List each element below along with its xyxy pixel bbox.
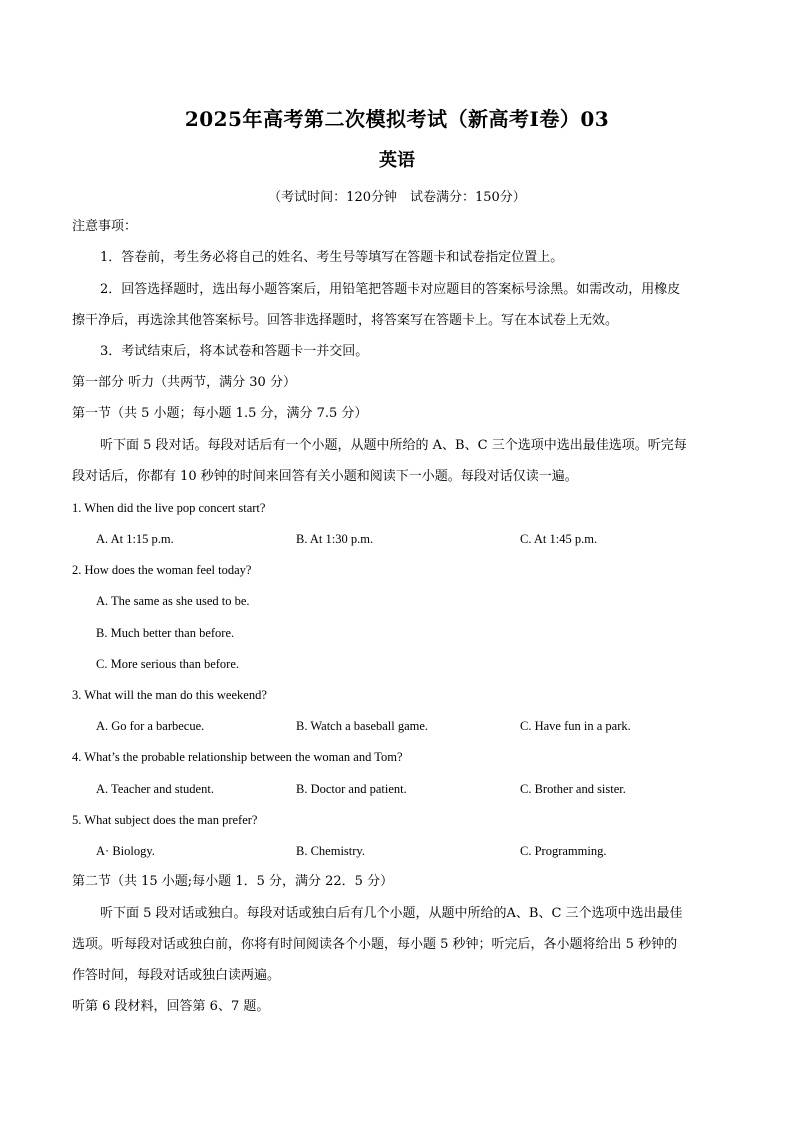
question-4-option-c: C. Brother and sister. [520, 782, 626, 796]
exam-title: 2025年高考第二次模拟考试（新高考I卷）03 [184, 107, 610, 131]
section1-heading: 第一节（共 5 小题；每小题 1.5 分，满分 7.5 分） [72, 406, 368, 421]
question-4-option-a: A. Teacher and student. [96, 782, 214, 796]
question-1-option-c: C. At 1:45 p.m. [520, 532, 598, 546]
section2-instructions-line-2: 选项。听每段对话或独白前，你将有时间阅读各个小题，每小题 5 秒钟；听完后，各小题将给出 5 秒钟的 [72, 937, 678, 952]
notes-item-3: 3．考试结束后，将本试卷和答题卡一并交回。 [100, 344, 369, 359]
question-1-option-a: A. At 1:15 p.m. [96, 532, 174, 546]
part1-heading: 第一部分 听力（共两节，满分 30 分） [72, 375, 296, 390]
section2-heading: 第二节（共 15 小题;每小题 1．5 分，满分 22．5 分） [72, 874, 394, 889]
question-4-stem: 4. What’s the probable relationship between the woman and Tom? [72, 750, 403, 764]
question-5-option-b: B. Chemistry. [296, 844, 365, 858]
question-3-option-b: B. Watch a baseball game. [296, 719, 429, 733]
notes-heading: 注意事项： [72, 219, 138, 234]
question-2-option-c: C. More serious than before. [96, 657, 240, 671]
question-3-option-a: A. Go for a barbecue. [96, 719, 205, 733]
question-3-stem: 3. What will the man do this weekend? [72, 688, 267, 702]
exam-subject: 英语 [379, 150, 415, 171]
section2-instructions-line-1: 听下面 5 段对话或独白。每段对话或独白后有几个小题，从题中所给的A、B、C 三个选项中选出最佳 [100, 906, 683, 921]
question-4-option-b: B. Doctor and patient. [296, 782, 407, 796]
section1-instructions-line-1: 听下面 5 段对话。每段对话后有一个小题，从题中所给的 A、B、C 三个选项中选出最佳选项。听完每 [100, 438, 687, 453]
material-6-heading: 听第 6 段材料，回答第 6、7 题。 [72, 999, 270, 1014]
question-2-option-a: A. The same as she used to be. [96, 594, 250, 608]
notes-item-2-line-1: 2．回答选择题时，选出每小题答案后，用铅笔把答题卡对应题目的答案标号涂黑。如需改动，用橡皮 [100, 282, 681, 297]
question-1-option-b: B. At 1:30 p.m. [296, 532, 374, 546]
exam-info: （考试时间：120分钟 试卷满分：150分） [268, 190, 526, 205]
question-5-stem: 5. What subject does the man prefer? [72, 813, 258, 827]
section2-instructions-line-3: 作答时间，每段对话或独白读两遍。 [72, 968, 281, 983]
question-3-option-c: C. Have fun in a park. [520, 719, 631, 733]
question-5-option-a: A· Biology. [96, 844, 155, 858]
section1-instructions-line-2: 段对话后，你都有 10 秒钟的时间来回答有关小题和阅读下一小题。每段对话仅读一遍。 [72, 469, 578, 484]
question-5-option-c: C. Programming. [520, 844, 607, 858]
question-2-option-b: B. Much better than before. [96, 626, 235, 640]
notes-item-2-line-2: 擦干净后，再选涂其他答案标号。回答非选择题时，将答案写在答题卡上。写在本试卷上无效。 [72, 313, 619, 328]
notes-item-1: 1．答卷前，考生务必将自己的姓名、考生号等填写在答题卡和试卷指定位置上。 [100, 250, 564, 265]
question-1-stem: 1. When did the live pop concert start? [72, 501, 266, 515]
question-2-stem: 2. How does the woman feel today? [72, 563, 252, 577]
